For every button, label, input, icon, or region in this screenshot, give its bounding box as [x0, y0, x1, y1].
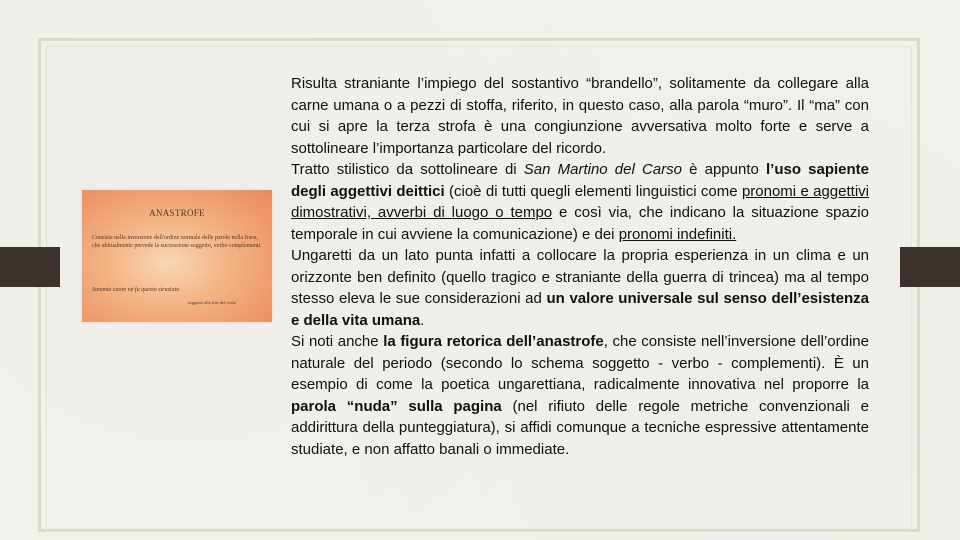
paragraph-4: [291, 331, 869, 460]
paragraph-2: [291, 159, 869, 245]
p3-bold-1: un valore universale sul senso dell’esistenza e della vita umana: [291, 290, 869, 329]
right-side-tab: [900, 247, 960, 287]
p2-text-2: è appunto: [681, 161, 766, 178]
p4-text-1: Si noti anche: [291, 333, 384, 350]
p4-text-3: (nel rifiuto delle regole metriche convenzionali e addirittura della punteggiatura), si affidi comunque a tecniche espressive attentamente studiate, e non affatto banali o immediate.: [291, 397, 869, 458]
thumbnail-body: Consiste nella inversione dell'ordine normale delle parole nella frase, che abitualmente prevede la successione soggetto, verbo complementi: [92, 235, 261, 249]
p2-text-4: e così via, che indicano la situazione spazio temporale in cui avviene la comunicazione) e dei: [291, 204, 869, 243]
main-text-block: [291, 73, 869, 460]
paragraph-1: [291, 73, 869, 159]
p2-bold-1: l’uso sapiente degli aggettivi deittici: [291, 161, 869, 200]
anastrofe-slide-image: [82, 190, 272, 322]
thumbnail-title: ANASTROFE: [149, 208, 205, 218]
p4-text-2: , che consiste nell’inversione dell’ordine naturale del periodo (secondo lo schema soggetto - verbo - complementi). È un esempio di come la poetica ungarettiana, radicalmente innovativa nel proporre la: [291, 333, 869, 393]
thumbnail-source: soggetto alla fine del verso: [187, 300, 237, 305]
thumbnail-quote: Sonante cuore né fu questo straziato: [92, 287, 180, 293]
p3-text-2: .: [420, 311, 425, 329]
p4-bold-2: parola “nuda” sulla pagina: [291, 397, 502, 415]
p3-text-1: Ungaretti da un lato punta infatti a collocare la propria esperienza in un clima e un orizzonte ben definito (quello tragico e straniante della guerra di trincea) ma al tempo stesso eleva le sue considerazioni ad: [291, 247, 869, 307]
p2-text-1: Tratto stilistico da sottolineare di: [291, 161, 524, 178]
p4-bold-1: la figura retorica dell’anastrofe: [383, 333, 604, 350]
paragraph-3: [291, 245, 869, 331]
paragraph-1-text: Risulta straniante l’impiego del sostantivo “brandello”, solitamente da collegare alla carne umana o a pezzi di stoffa, riferito, in questo caso, alla parola “muro”. Il “ma” con cui si apre la terza strofa è una congiunzione avversativa molto forte e serve a sottolineare l’importanza particolare del ricordo.: [291, 75, 869, 157]
p2-underline-1: pronomi e aggettivi dimostrativi, avverbi di luogo o tempo: [291, 182, 869, 221]
p2-text-3: (cioè di tutti quegli elementi linguistici come: [444, 182, 742, 200]
left-side-tab: [0, 247, 60, 287]
poem-title: San Martino del Carso: [523, 161, 682, 178]
p2-underline-2: pronomi indefiniti.: [618, 225, 737, 243]
